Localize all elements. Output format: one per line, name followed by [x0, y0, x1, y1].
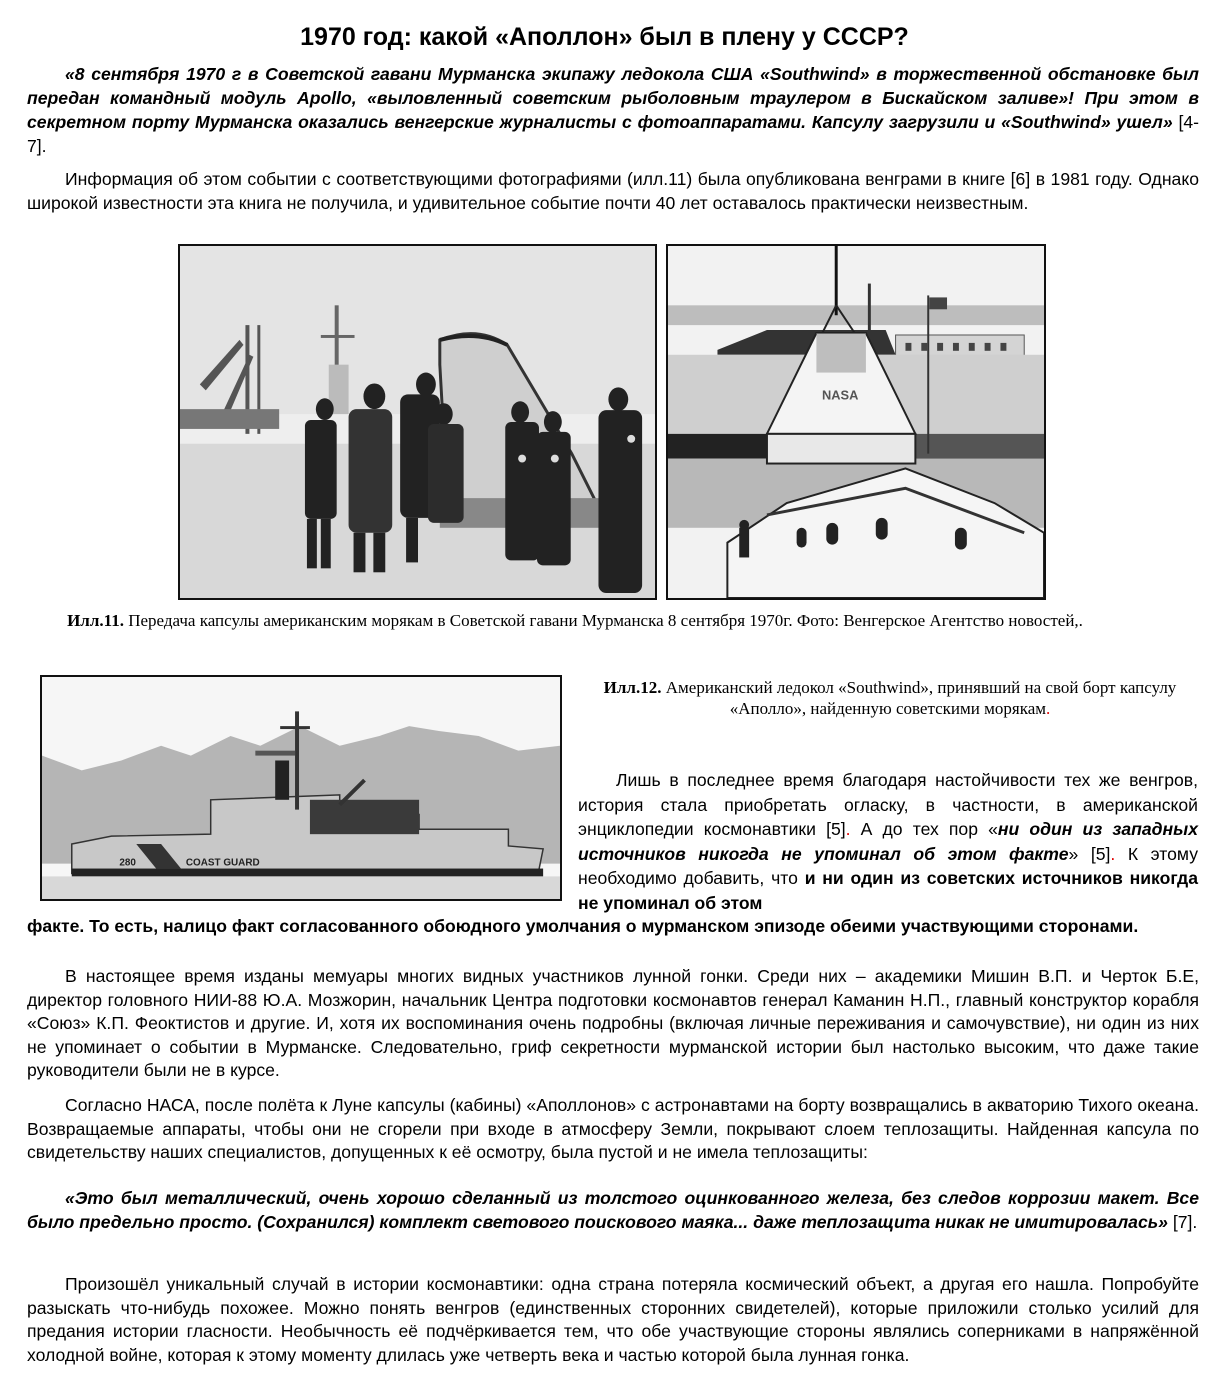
info-paragraph — [27, 168, 1199, 215]
hungary-paragraph — [578, 768, 1198, 915]
hungary-part1: Лишь в последнее время благодаря настойчивости тех же венгров, история стала приобретать огласку, в частности, в американской энциклопедии космонавтики [5] — [578, 770, 1198, 839]
funnel — [275, 760, 289, 799]
hungary-part3: » [5] — [1068, 843, 1111, 864]
coast-guard-icebreaker-image — [42, 677, 560, 899]
figure12-caption-end: . — [1046, 699, 1051, 718]
hungary-part2: А до тех пор « — [850, 819, 998, 839]
opening-quote-text: «8 сентября 1970 г в Советской гавани Мурманска экипажу ледокола США «Southwind» в торжественной обстановке был передан командный модуль Apollo, «выловленный советским рыболовным траулером в Бискайском заливе»! При этом в секретном порту Мурманска оказались венгерские журналисты с фотоаппаратами. Капсулу загрузили и «Southwind» ушел» — [27, 64, 1199, 132]
opening-quote — [27, 62, 1199, 158]
capsule-lifted-onto-ship-image — [668, 246, 1044, 598]
hungary-bold-start: и ни один из советских источников никогда не упоминал об этом — [578, 868, 1198, 913]
unique-case-paragraph — [27, 1273, 1199, 1367]
hull-number: 280 — [119, 857, 136, 869]
harbor-people-capsule-image — [180, 246, 655, 598]
hull-text: COAST GUARD — [185, 857, 260, 869]
unique-case-text: Произошёл уникальный случай в истории космонавтики: одна страна потеряла космический объект, а другая его нашла. Попробуйте разыскать что-нибудь похожее. Можно понять венгров (единственных сторонних свидетелей), которые приложили столько усилий для предания истории гласности. Необычность её подчёркивается тем, что обе участвующие стороны являлись соперниками в напряжённой холодной войне, которая к этому моменту длилась уже четверть века и частью которой была лунная гонка. — [27, 1274, 1199, 1365]
sailor-figure — [739, 528, 749, 558]
figure12-label: Илл.12. — [603, 678, 662, 697]
page-title: 1970 год: какой «Аполлон» был в плену у СССР? — [300, 22, 909, 51]
info-paragraph-text: Информация об этом событии с соответствующими фотографиями (илл.11) была опубликована венграми в книге [6] в 1981 году. Однако широкой известности эта книга не получила, и удивительное событие почти 40 лет оставалось практически неизвестным. — [27, 169, 1199, 213]
figure11-label: Илл.11. — [67, 611, 124, 630]
nasa-label: NASA — [821, 387, 859, 403]
figure11-photo-left — [178, 244, 657, 600]
specialists-quote — [27, 1187, 1199, 1234]
figure12-photo — [40, 675, 562, 901]
flag — [929, 297, 947, 309]
reference-dot: . — [845, 819, 851, 839]
figure11-caption-text: Передача капсулы американским морякам в Советской гавани Мурманска 8 сентября 1970г. Фото: Венгерское Агентство новостей,. — [123, 611, 1083, 630]
radar — [255, 751, 295, 756]
ice-water — [42, 876, 560, 899]
memoirs-text: В настоящее время изданы мемуары многих видных участников лунной гонки. Среди них – академики Мишин В.П. и Черток Б.Е, директор головного НИИ-88 Ю.А. Мозжорин, начальник Центра подготовки космонавтов генерал Каманин Н.П., главный конструктор корабля «Союз» К.П. Феоктистов и другие. И, хотя их воспоминания очень подробны (включая личные переживания и самочувствие), ни один из них не упоминает о событии в Мурманске. Следовательно, гриф секретности мурманской истории был настолько высоким, что даже такие руководители были не в курсе. — [27, 966, 1199, 1080]
figure12-caption — [575, 677, 1205, 719]
opening-quote-reference: [4-7]. — [27, 112, 1200, 156]
figure11-photo-right — [666, 244, 1046, 600]
figure11-caption — [20, 610, 1130, 631]
reference-dot: . — [1110, 843, 1116, 864]
specialists-quote-text: «Это был металлический, очень хорошо сделанный из толстого оцинкованного железа, без следов коррозии макет. Все было предельно просто. (Сохранился) комплект светового поискового маяка... даже теплозащита никак не имитировалась» — [27, 1188, 1199, 1232]
figure12-caption-text: Американский ледокол «Southwind», принявший на свой борт капсулу «Аполло», найденную советскими морякам — [661, 678, 1177, 718]
hungary-part4: К этому необходимо добавить, что — [578, 843, 1199, 888]
memoirs-paragraph — [27, 965, 1199, 1083]
specialists-quote-reference: [7]. — [1167, 1211, 1198, 1232]
silence-paragraph: факте. То есть, налицо факт согласованного обоюдного умолчания о мурманском эпизоде обеими участвующими сторонами. — [27, 916, 1139, 936]
hungary-quote: ни один из западных источников никогда не упоминал об этом факте — [578, 819, 1198, 864]
nasa-text: Согласно НАСА, после полёта к Луне капсулы (кабины) «Аполлонов» с астронавтами на борту возвращались в акваторию Тихого океана. Возвращаемые аппараты, чтобы они не сгорели при входе в атмосферу Земли, покрывают слоем теплозащиты. Найденная капсула по свидетельству наших специалистов, допущенных к её осмотру, была пустой и не имела теплозащиты: — [27, 1095, 1199, 1162]
nasa-paragraph — [27, 1094, 1199, 1165]
